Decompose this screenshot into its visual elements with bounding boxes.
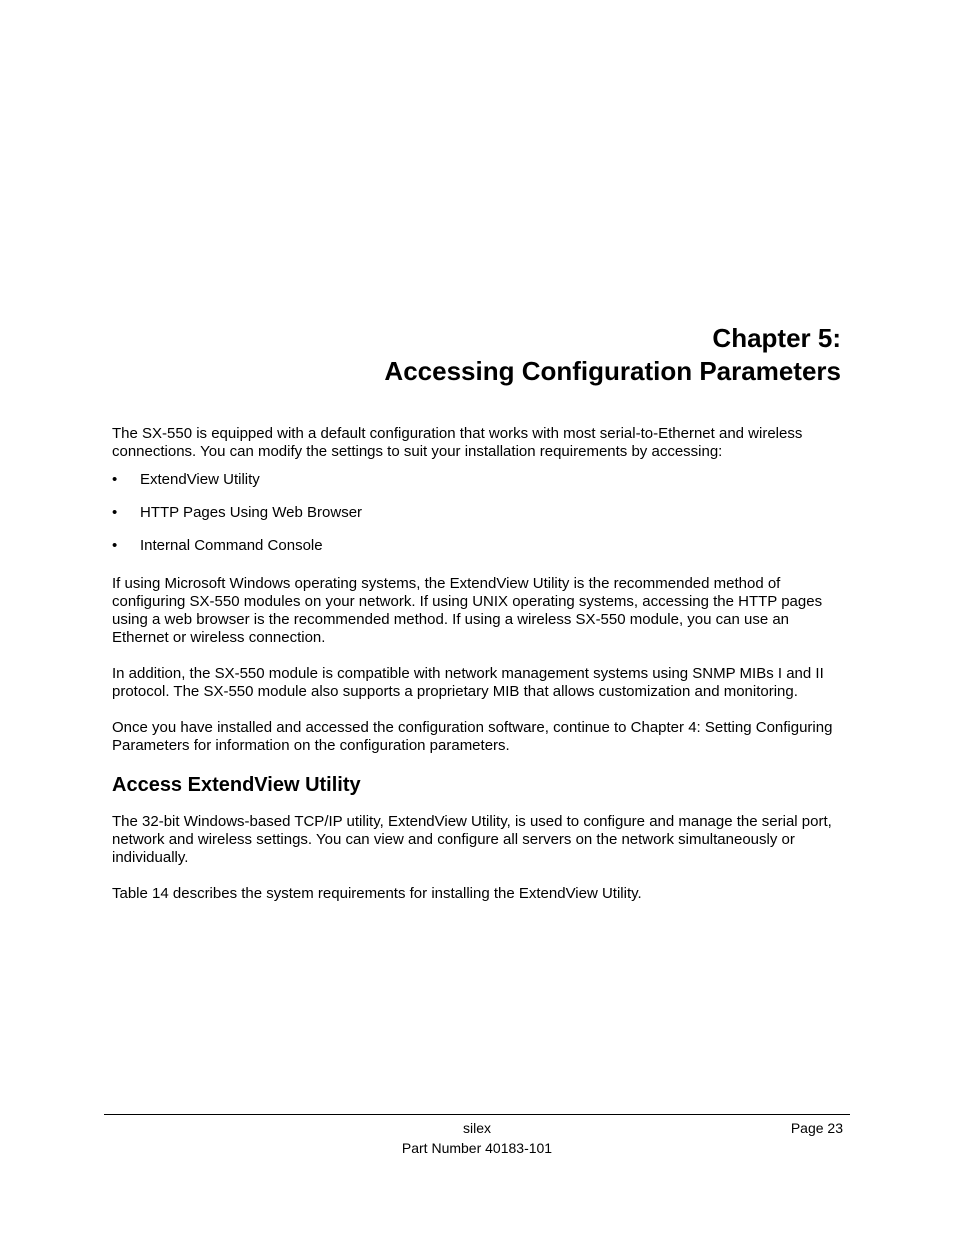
chapter-number: Chapter 5:	[712, 323, 841, 353]
list-item	[112, 471, 847, 489]
page-body	[112, 425, 847, 921]
list-item-text: Internal Command Console	[140, 537, 323, 554]
access-method-list	[112, 471, 847, 555]
footer-part-number: Part Number 40183-101	[401, 1140, 553, 1156]
section-paragraph: Table 14 describes the system requirements for installing the ExtendView Utility.	[112, 885, 642, 902]
list-item-text: HTTP Pages Using Web Browser	[140, 504, 363, 521]
footer-divider	[104, 1114, 850, 1115]
footer-page-number: Page 23	[790, 1120, 843, 1136]
section-heading: Access ExtendView Utility	[112, 774, 361, 796]
list-item	[112, 537, 847, 555]
paragraph-windows-unix: If using Microsoft Windows operating systems, the ExtendView Utility is the recommended method of configuring SX-550 modules on your network. If using UNIX operating systems, accessing the HTTP pages using a web browser is the recommended method. If using a wireless SX-550 module, you can use an Ethernet or wireless connection.	[112, 575, 823, 646]
list-item	[112, 504, 847, 522]
paragraph-next-steps: Once you have installed and accessed the configuration software, continue to Chapter 4: Setting Configuring Parameters for information on the configuration parameters.	[112, 719, 833, 754]
paragraph-snmp: In addition, the SX-550 module is compatible with network management systems using SNMP MIBs I and II protocol. The SX-550 module also supports a proprietary MIB that allows customization and monitoring.	[112, 665, 824, 700]
bullet-icon: •	[112, 471, 118, 488]
list-item-text: ExtendView Utility	[140, 471, 260, 488]
section-paragraph: The 32-bit Windows-based TCP/IP utility, ExtendView Utility, is used to configure and manage the serial port, network and wireless settings. You can view and configure all servers on the network simultaneously or individually.	[112, 813, 832, 866]
chapter-title	[141, 322, 841, 388]
footer-company: silex	[462, 1120, 491, 1136]
chapter-name: Accessing Configuration Parameters	[384, 356, 841, 386]
bullet-icon: •	[112, 504, 118, 521]
intro-paragraph: The SX-550 is equipped with a default configuration that works with most serial-to-Ethernet and wireless connections. You can modify the settings to suit your installation requirements by accessing:	[112, 425, 803, 460]
bullet-icon: •	[112, 537, 118, 554]
